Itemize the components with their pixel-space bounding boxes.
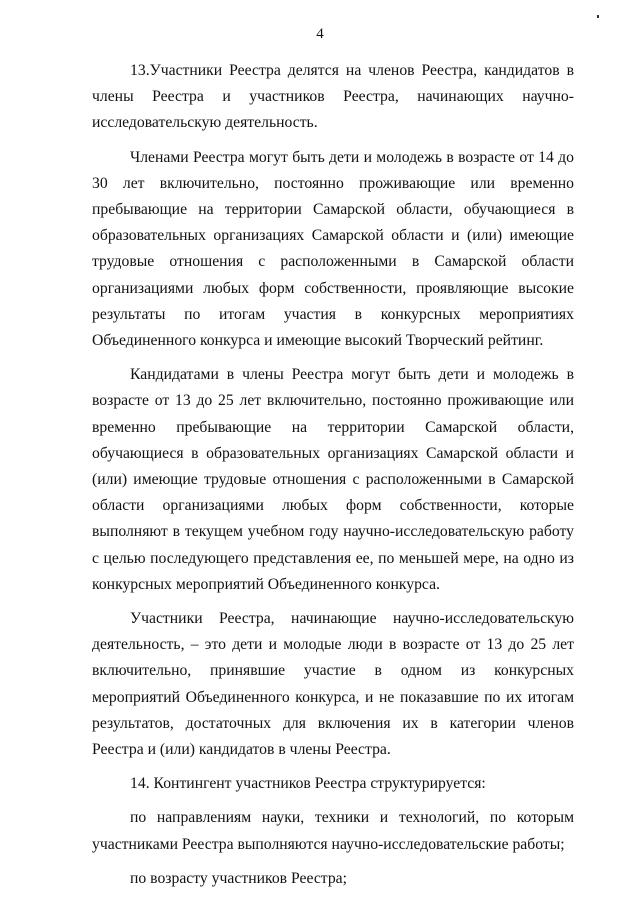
paragraph-by-science-direction: по направлениям науки, техники и технологий, по которым участниками Реестра выполняются научно-исследовательские работы; (92, 809, 574, 853)
paragraph-registry-members: Членами Реестра могут быть дети и молодежь в возрасте от 14 до 30 лет включительно, постоянно проживающие или временно пребывающие на территории Самарской области, обучающиеся в образовательных организациях Самарской области и (или) имеющие трудовые отношения с расположенными в Самарской области организациями любых форм собственности, проявляющие высокие результаты по итогам участия в конкурсных мероприятиях Объединенного конкурса и имеющие высокий Творческий рейтинг. (92, 148, 574, 350)
document-body (92, 58, 574, 900)
paragraph-beginning-participants: Участники Реестра, начинающие научно-исследовательскую деятельность, – это дети и молодые люди в возрасте от 13 до 25 лет включительно, принявшие участие в одном из конкурсных мероприятий Объединенного конкурса, и не показавшие по их итогам результатов, достаточных для включения их в категории членов Реестра и (или) кандидатов в члены Реестра. (92, 610, 574, 759)
page-number: 4 (316, 26, 324, 42)
scan-mark (597, 15, 599, 18)
paragraph-13-registry-participants: 13.Участники Реестра делятся на членов Реестра, кандидатов в члены Реестра и участников Реестра, начинающих научно-исследовательскую деятельность. (92, 62, 574, 132)
paragraph-14-contingent: 14. Контингент участников Реестра структурируется: (130, 775, 486, 793)
paragraph-by-age: по возрасту участников Реестра; (130, 869, 347, 887)
paragraph-registry-candidates: Кандидатами в члены Реестра могут быть дети и молодежь в возрасте от 13 до 25 лет включительно, постоянно проживающие или временно пребывающие на территории Самарской области, обучающиеся в образовательных организациях Самарской области и (или) имеющие трудовые отношения с расположенными в Самарской области организациями любых форм собственности, которые выполняют в текущем учебном году научно-исследовательскую работу с целью последующего представления ее, по меньшей мере, на одно из конкурсных мероприятий Объединенного конкурса. (92, 366, 574, 593)
